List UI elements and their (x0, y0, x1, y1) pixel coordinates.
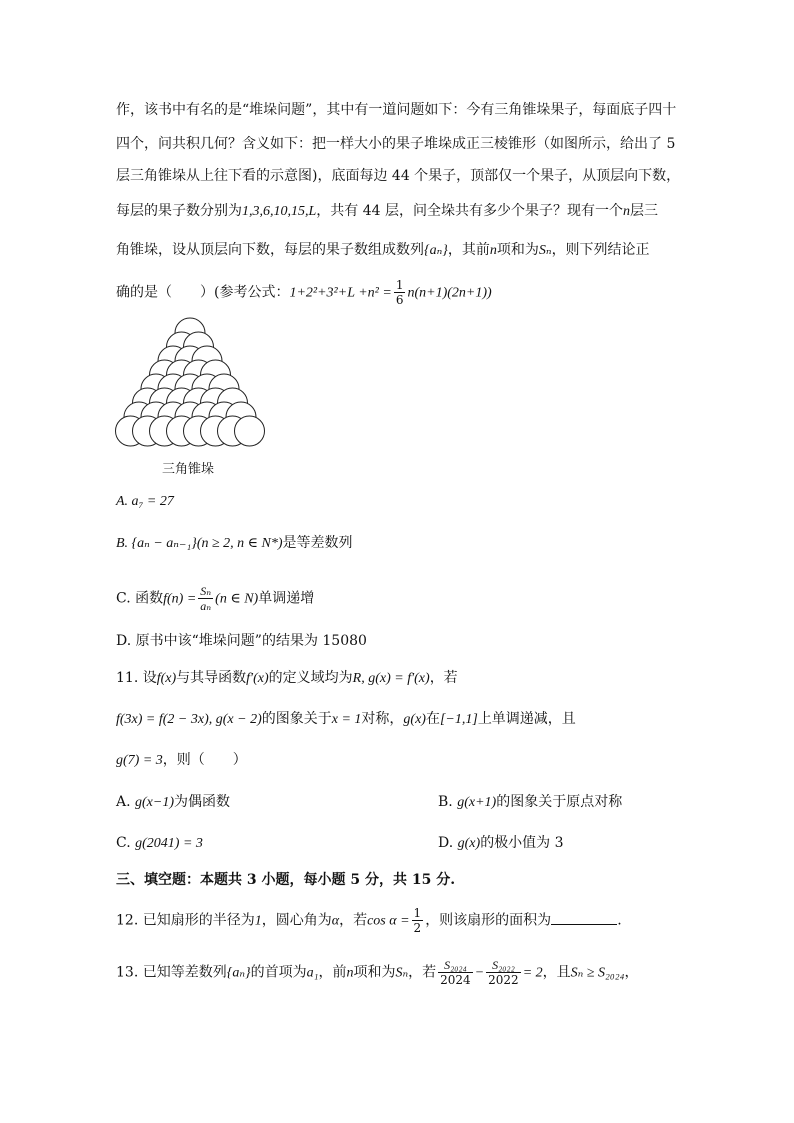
answer-blank[interactable] (551, 910, 617, 925)
triangular-pyramid-figure (112, 313, 272, 458)
fraction-one-half: $\frac{1}{2}$ (413, 906, 422, 935)
fraction-s2024: $\frac{\text{S₂₀₂₄}}{2024}$ (440, 958, 471, 987)
q11-option-d: D. g(x)的极小值为 3 (438, 835, 564, 851)
para-line-1: 作，该书中有名的是“堆垛问题”，其中有一道问题如下：今有三角锥垛果子，每面底子四十 (116, 102, 677, 118)
fruit-circle (235, 416, 265, 446)
q11-option-c: C. g(2041) = 3 (116, 835, 203, 851)
q10-option-c: C. 函数f(n) = $\frac{\text{Sₙ}}{\text{aₙ}}$ (n ∈ N)单调递增 (116, 584, 315, 613)
q13-stem: 13. 已知等差数列{aₙ}的首项为a₁，前n项和为Sₙ，若 $\frac{\text{S₂₀₂₄}}{2024}$ − $\frac{\text{S₂₀₂₂}}{2022}$ = 2，且Sₙ ≥ S₂₀₂₄， (116, 958, 639, 987)
para-line-4: 每层的果子数分别为1,3,6,10,15,L，共有 44 层，问全垛共有多少个果子？现有一个n层三 (116, 203, 659, 219)
q11-stem-line-1: 11. 设f(x)与其导函数f′(x)的定义域均为R, g(x) = f′(x)，若 (116, 670, 458, 686)
para-line-2: 四个，问共积几何？含义如下：把一样大小的果子堆垛成正三棱锥形（如图所示，给出了 5 (116, 136, 676, 152)
para-line-6: 确的是（ ）(参考公式：1+2²+3²+L +n² = $\frac{1}{6}$ n(n+1)(2n+1)) (116, 278, 492, 307)
section-heading: 三、填空题：本题共 3 小题，每小题 5 分，共 15 分. (116, 872, 456, 888)
q11-option-b: B. g(x+1)的图象关于原点对称 (438, 794, 623, 810)
figure-caption: 三角锥垛 (162, 462, 215, 477)
fraction-s2022: $\frac{\text{S₂₀₂₂}}{2022}$ (488, 958, 519, 987)
q10-option-b: B. {aₙ − aₙ₋₁}(n ≥ 2, n ∈ N*)是等差数列 (116, 535, 353, 551)
q11-option-a: A. g(x−1)为偶函数 (116, 794, 231, 810)
q12-stem: 12. 已知扇形的半径为1，圆心角为α，若cos α = $\frac{1}{2}$ ，则该扇形的面积为 . (116, 906, 622, 935)
q10-option-d: D. 原书中该“堆垛问题”的结果为 15080 (116, 633, 367, 649)
para-line-5: 角锥垛，设从顶层向下数，每层的果子数组成数列{aₙ}，其前n项和为Sₙ，则下列结论正 (116, 242, 650, 258)
fraction-one-sixth: $\frac{1}{6}$ (395, 278, 404, 307)
para-line-3: 层三角锥垛从上往下看的示意图)，底面每边 44 个果子，顶部仅一个果子，从顶层向下数， (116, 168, 681, 184)
q11-stem-line-2: f(3x) = f(2 − 3x), g(x − 2)的图象关于x = 1对称，g(x)在[−1,1]上单调递减，且 (116, 711, 576, 727)
q10-option-a: A. a₇ = 27 (116, 494, 174, 509)
fraction-sn-an: $\frac{\text{Sₙ}}{\text{aₙ}}$ (200, 584, 212, 613)
q11-stem-line-3: g(7) = 3，则（ ） (116, 752, 247, 768)
